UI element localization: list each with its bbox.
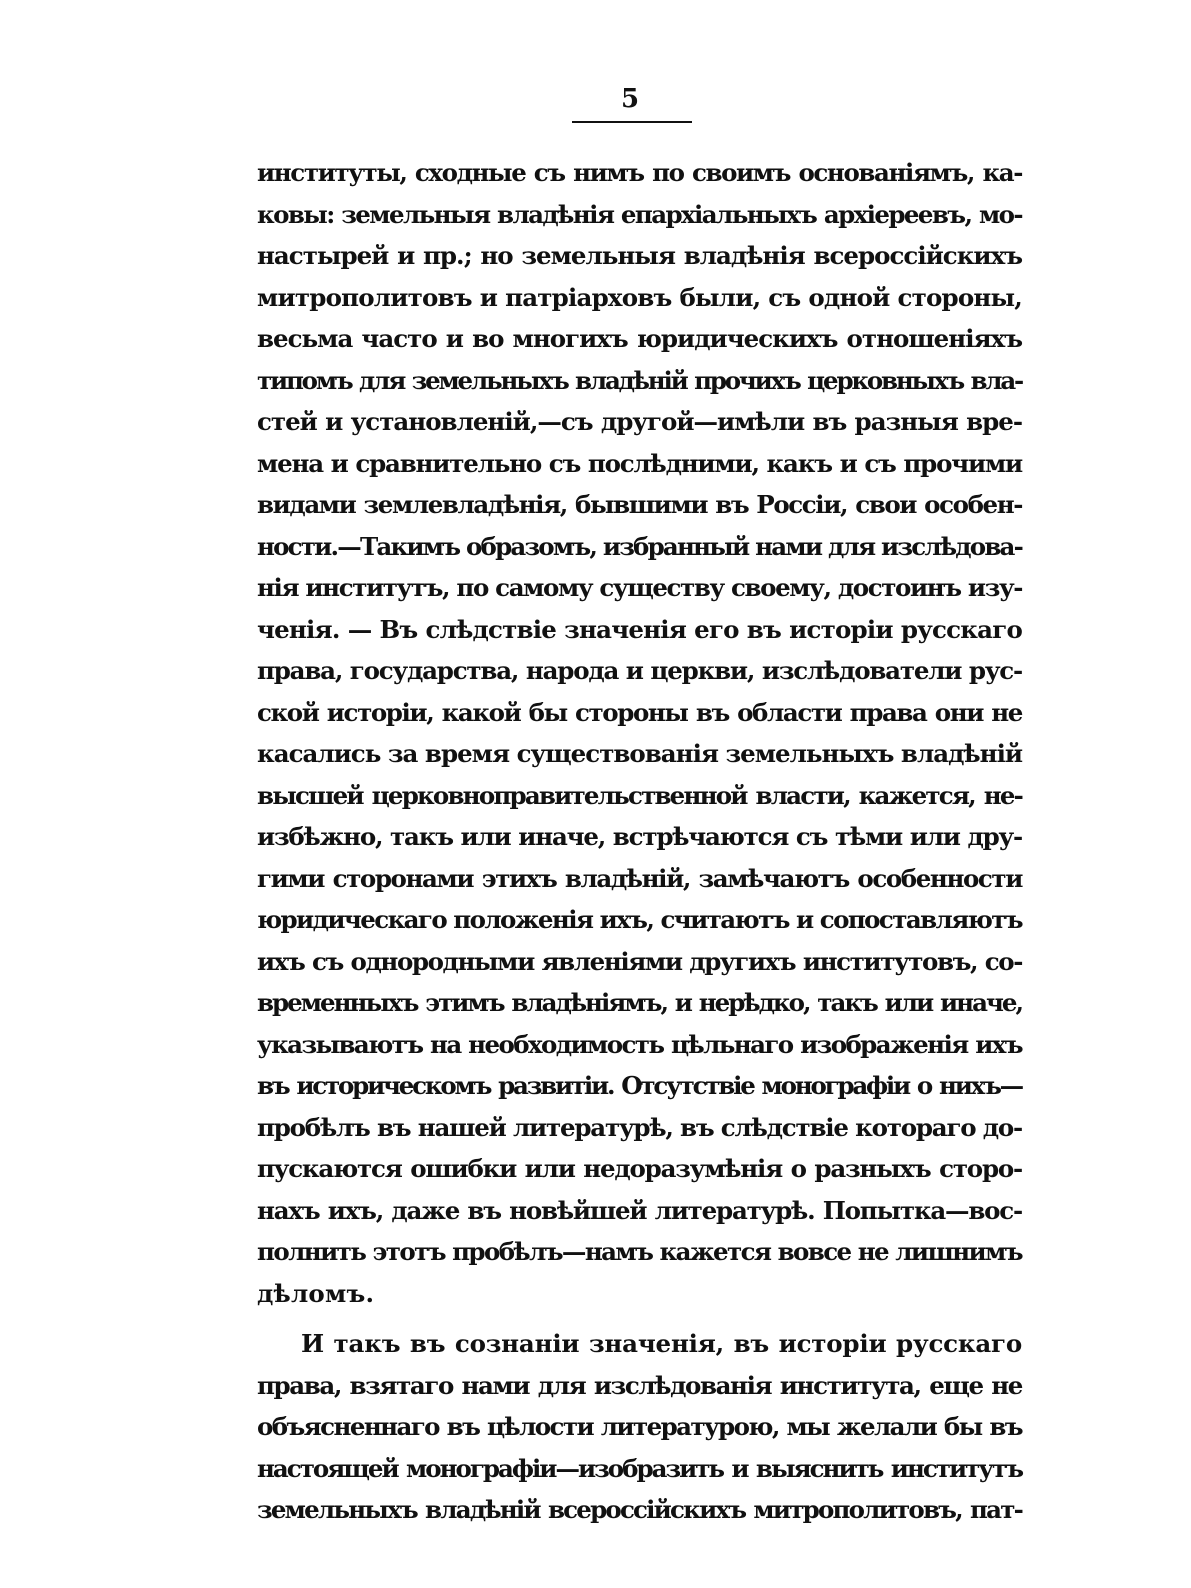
page-number: 5 <box>620 84 640 114</box>
text-line: нахъ ихъ, даже въ новѣйшей литературѣ. Попытка—вос- <box>257 1195 1022 1225</box>
text-line: юридическаго положенія ихъ, считаютъ и сопоставляютъ <box>257 905 1022 934</box>
text-line: полнить этотъ пробѣлъ—намъ кажется вовсе не лишнимъ <box>257 1237 1022 1266</box>
text-line: ихъ съ однородными явленіями другихъ институтовъ, со- <box>257 946 1022 976</box>
text-line: ности.—Такимъ образомъ, избранный нами для изслѣдова- <box>257 531 1022 561</box>
text-line: въ историческомъ развитіи. Отсутствіе монографіи о нихъ— <box>257 1071 1022 1100</box>
text-line: касались за время существованія земельныхъ владѣній <box>257 739 1023 768</box>
text-line: мена и сравнительно съ послѣдними, какъ и съ прочими <box>257 448 1022 478</box>
text-line: пускаются ошибки или недоразумѣнія о разныхъ сторо- <box>257 1154 1022 1183</box>
text-line: земельныхъ владѣній всероссійскихъ митрополитовъ, пат- <box>257 1495 1022 1524</box>
text-line: временныхъ этимъ владѣніямъ, и нерѣдко, такъ или иначе, <box>257 988 1022 1017</box>
text-line: весьма часто и во многихъ юридическихъ отношеніяхъ <box>257 324 1022 353</box>
text-line: ковы: земельныя владѣнія епархіальныхъ архіереевъ, мо- <box>257 199 1022 229</box>
text-line: объясненнаго въ цѣлости литературою, мы желали бы въ <box>257 1412 1022 1441</box>
text-line: настырей и пр.; но земельныя владѣнія всероссійскихъ <box>257 241 1022 270</box>
text-line: институты, сходные съ нимъ по своимъ основаніямъ, ка- <box>257 158 1022 187</box>
page-number-rule <box>572 121 692 123</box>
body-text <box>257 152 1022 1531</box>
text-line: дѣломъ. <box>257 1278 375 1308</box>
text-line: типомъ для земельныхъ владѣній прочихъ церковныхъ вла- <box>257 365 1022 395</box>
text-line: митрополитовъ и патріарховъ были, съ одной стороны, <box>257 282 1022 312</box>
text-line: И такъ въ сознаніи значенія, въ исторіи русскаго <box>301 1329 1022 1358</box>
paragraph-2 <box>257 1323 1022 1531</box>
text-line: ской исторіи, какой бы стороны въ области права они не <box>257 697 1022 727</box>
text-line: видами землевладѣнія, бывшими въ Россіи, свои особен- <box>257 490 1022 519</box>
text-line: права, государства, народа и церкви, изслѣдователи рус- <box>257 656 1022 685</box>
text-line: гими сторонами этихъ владѣній, замѣчаютъ особенности <box>257 863 1022 893</box>
paragraph-1 <box>257 152 1022 1314</box>
text-line: пробѣлъ въ нашей литературѣ, въ слѣдствіе котораго до- <box>257 1112 1022 1142</box>
text-line: нія институтъ, по самому существу своему, достоинъ изу- <box>257 573 1022 602</box>
text-line: права, взятаго нами для изслѣдованія института, еще не <box>257 1370 1022 1400</box>
text-line: избѣжно, такъ или иначе, встрѣчаются съ тѣми или дру- <box>257 822 1022 851</box>
text-line: указываютъ на необходимость цѣльнаго изображенія ихъ <box>257 1029 1022 1059</box>
text-line: ченія. — Въ слѣдствіе значенія его въ исторіи русскаго <box>257 614 1022 644</box>
text-line: настоящей монографіи—изобразить и выяснить институтъ <box>257 1453 1022 1483</box>
paragraph-gap <box>257 1314 1022 1323</box>
text-line: высшей церковноправительственной власти, кажется, не- <box>257 780 1022 810</box>
text-line: стей и установленій,—съ другой—имѣли въ разныя вре- <box>257 407 1022 436</box>
